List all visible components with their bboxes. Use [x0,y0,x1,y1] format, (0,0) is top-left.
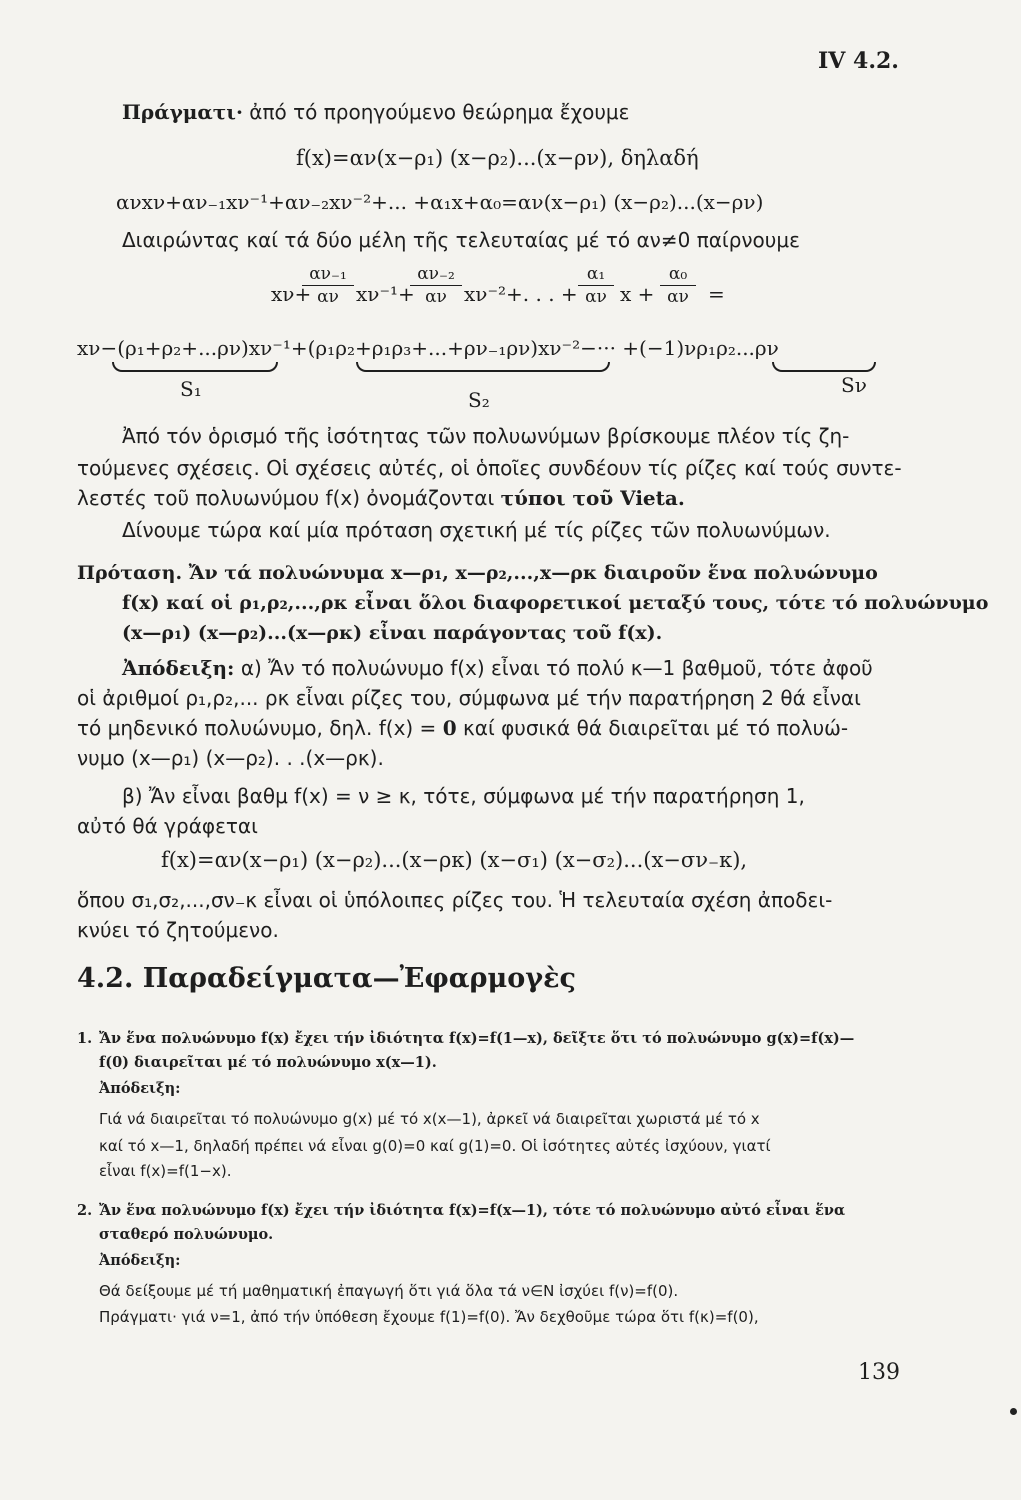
vieta-line-3 [77,486,685,510]
proposition-line-2: f(x) καί οἱ ρ₁,ρ₂,...,ρκ εἶναι ὅλοι διαφορετικοί μεταξύ τους, τότε τό πολυώνυμο [122,592,989,614]
equation-2: ανxν+αν₋₁xν⁻¹+αν₋₂xν⁻²+... +α₁x+α₀=αν(x−ρ₁) (x−ρ₂)...(x−ρν) [116,190,764,214]
fraction-bar [578,285,614,286]
eq3-t2: xν⁻²+. . . + [464,282,578,306]
brace-sv [772,362,876,372]
example-1-proof-1: Γιά νά διαιρεῖται τό πολυώνυμο g(x) μέ τό x(x—1), ἀρκεῖ νά διαιρεῖται χωριστά μέ τό x [99,1110,760,1128]
page-number: 139 [858,1360,900,1385]
proof-line-6: αὐτό θά γράφεται [77,814,258,838]
proof-label: Ἀπόδειξη: [122,656,235,680]
example-2-proof-label: Ἀπόδειξη: [99,1252,181,1269]
example-2-number: 2. [77,1202,93,1219]
example-2-proof-1: Θά δείξουμε μέ τή μαθηματική ἐπαγωγή ὅτι γιά ὅλα τά ν∈N ἰσχύει f(ν)=f(0). [99,1282,679,1300]
fraction-bar [410,285,462,286]
eq3-fraction-4 [660,264,696,307]
proof-line-1 [122,656,873,680]
print-speck [1010,1408,1017,1415]
s1-label: S₁ [180,377,202,401]
vieta-formulas-term: τύποι τοῦ Vieta. [500,486,685,510]
fraction-bar [302,285,354,286]
proof-l1: α) Ἄν τό πολυώνυμο f(x) εἶναι τό πολύ κ—1 βαθμοῦ, τότε ἀφοῦ [240,656,873,680]
example-2-proof-2: Πράγματι· γιά ν=1, ἀπό τήν ὑπόθεση ἔχουμε f(1)=f(0). Ἄν δεχθοῦμε τώρα ὅτι f(κ)=f(0), [99,1308,759,1326]
next-line: Δίνουμε τώρα καί μία πρόταση σχετική μέ τίς ρίζες τῶν πολυωνύμων. [122,518,831,542]
eq3-f3-den: αν [585,287,607,307]
eq3-f4-den: αν [667,287,689,307]
eq3-f4-num: α₀ [668,264,688,284]
chapter-ref: IV 4.2. [818,48,899,74]
proposition-line-1: Πρόταση. Ἄν τά πολυώνυμα x—ρ₁, x—ρ₂,...,x—ρκ διαιροῦν ἕνα πολυώνυμο [77,562,878,584]
equation-4: xν−(ρ₁+ρ₂+...ρν)xν⁻¹+(ρ₁ρ₂+ρ₁ρ₃+...+ρν₋₁ρν)xν⁻²−··· +(−1)νρ₁ρ₂...ρν [77,336,779,360]
example-2-statement-2: σταθερό πολυώνυμο. [99,1226,274,1243]
brace-s1 [112,362,278,372]
vieta-line-3-text: λεστές τοῦ πολυωνύμου f(x) ὀνομάζονται [77,486,495,510]
equation-1: f(x)=αν(x−ρ₁) (x−ρ₂)...(x−ρν), δηλαδή [296,146,699,170]
example-2-statement-1: Ἄν ἕνα πολυώνυμο f(x) ἔχει τήν ἰδιότητα f(x)=f(x—1), τότε τό πολυώνυμο αὐτό εἶναι ἕνα [99,1202,846,1219]
eq3-f2-den: αν [425,287,447,307]
example-1-statement-1: Ἄν ἕνα πολυώνυμο f(x) ἔχει τήν ἰδιότητα f(x)=f(1—x), δεῖξτε ὅτι τό πολυώνυμο g(x)=f(x)— [99,1030,855,1047]
proposition-line-3: (x—ρ₁) (x—ρ₂)...(x—ρκ) εἶναι παράγοντας τοῦ f(x). [122,622,663,644]
proof-l3a: τό μηδενικό πολυώνυμο, δηλ. f(x) = [77,716,437,740]
proof-l3c: καί φυσικά θά διαιρεῖται μέ τό πολυώ- [462,716,849,740]
proof-line-4: νυμο (x—ρ₁) (x—ρ₂). . .(x—ρκ). [77,746,384,770]
section-title: 4.2. Παραδείγματα—Ἐφαρμογὲς [77,963,576,994]
fraction-bar [660,285,696,286]
proof-line-9: κνύει τό ζητούμενο. [77,918,279,942]
eq3-t1: xν⁻¹+ [356,282,415,306]
example-1-proof-2: καί τό x—1, δηλαδή πρέπει νά εἶναι g(0)=0 καί g(1)=0. Οἱ ἰσότητες αὐτές ἰσχύουν, γιατί [99,1137,771,1155]
eq3-f2-num: αν₋₂ [417,264,455,284]
eq3-t4: = [708,282,725,306]
proof-l3b: 0 [442,716,457,740]
proof-line-8: ὅπου σ₁,σ₂,...,σν₋κ εἶναι οἱ ὑπόλοιπες ρίζες του. Ἡ τελευταία σχέση ἀποδει- [77,888,833,912]
vieta-line-2: τούμενες σχέσεις. Οἱ σχέσεις αὐτές, οἱ ὁποῖες συνδέουν τίς ρίζες καί τούς συντε- [77,456,902,480]
eq3-fraction-1 [302,264,354,307]
intro-lead-bold: Πράγματι· [122,100,243,124]
sv-label: Sν [841,373,867,397]
proof-line-5: β) Ἄν εἶναι βαθμ f(x) = ν ≥ κ, τότε, σύμφωνα μέ τήν παρατήρηση 1, [122,784,805,808]
divide-text: Διαιρώντας καί τά δύο μέλη τῆς τελευταίας μέ τό αν≠0 παίρνουμε [122,228,800,252]
vieta-line-1: Ἀπό τόν ὁρισμό τῆς ἰσότητας τῶν πολυωνύμων βρίσκουμε πλέον τίς ζη- [122,424,850,448]
brace-s2 [356,362,610,372]
proof-equation: f(x)=αν(x−ρ₁) (x−ρ₂)...(x−ρκ) (x−σ₁) (x−σ₂)...(x−σν₋κ), [161,848,748,872]
eq3-lead: xν+ [271,282,312,306]
eq3-f3-num: α₁ [586,264,606,284]
proof-line-2: οἱ ἀριθμοί ρ₁,ρ₂,... ρκ εἶναι ρίζες του, σύμφωνα μέ τήν παρατήρηση 2 θά εἶναι [77,686,861,710]
eq3-f1-den: αν [317,287,339,307]
s2-label: S₂ [468,388,490,412]
example-1-number: 1. [77,1030,93,1047]
intro-lead-text: ἀπό τό προηγούμενο θεώρημα ἔχουμε [249,100,630,124]
example-1-proof-3: εἶναι f(x)=f(1−x). [99,1162,232,1180]
eq3-fraction-2 [410,264,462,307]
eq3-fraction-3 [578,264,614,307]
eq3-t3: x + [620,282,655,306]
eq3-f1-num: αν₋₁ [309,264,347,284]
intro-line [122,100,629,124]
example-1-proof-label: Ἀπόδειξη: [99,1080,181,1097]
proof-line-3 [77,716,848,740]
example-1-statement-2: f(0) διαιρεῖται μέ τό πολυώνυμο x(x—1). [99,1054,437,1071]
